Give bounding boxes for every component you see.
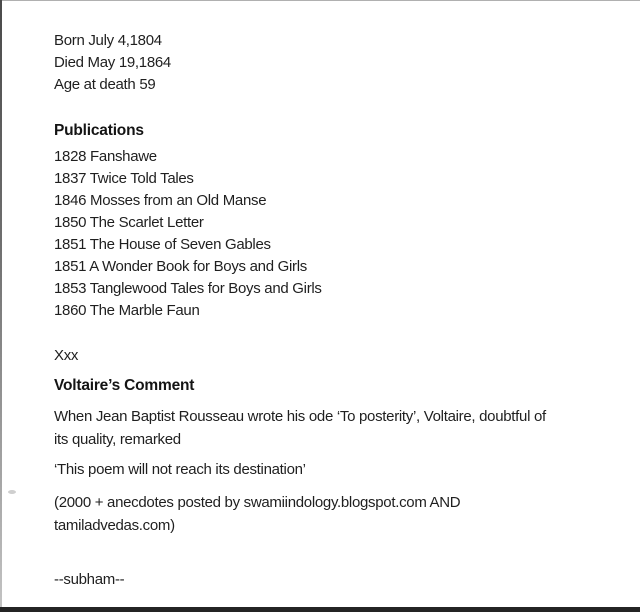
bio-line-born: Born July 4,1804 <box>54 32 162 49</box>
source-note-line: tamiladvedas.com) <box>54 517 175 534</box>
section-separator: Xxx <box>54 347 79 364</box>
publication-item: 1853 Tanglewood Tales for Boys and Girls <box>54 280 322 297</box>
comment-paragraph-line: its quality, remarked <box>54 431 181 448</box>
publication-item: 1828 Fanshawe <box>54 148 157 165</box>
publication-item: 1850 The Scarlet Letter <box>54 214 204 231</box>
comment-heading: Voltaire’s Comment <box>54 377 195 394</box>
publication-item: 1851 A Wonder Book for Boys and Girls <box>54 258 307 275</box>
scan-smudge <box>8 490 16 494</box>
publication-item: 1860 The Marble Faun <box>54 302 200 319</box>
publication-item: 1837 Twice Told Tales <box>54 170 194 187</box>
bio-line-died: Died May 19,1864 <box>54 54 171 71</box>
comment-paragraph-line: When Jean Baptist Rousseau wrote his ode ‘To posterity’, Voltaire, doubtful of <box>54 408 546 425</box>
scan-edge-top-line <box>0 0 640 1</box>
publication-item: 1851 The House of Seven Gables <box>54 236 271 253</box>
publications-heading: Publications <box>54 122 144 139</box>
bio-line-age: Age at death 59 <box>54 76 156 93</box>
scan-edge-bottom-bar <box>0 607 640 612</box>
scan-edge-left-line <box>0 0 2 612</box>
publication-item: 1846 Mosses from an Old Manse <box>54 192 267 209</box>
source-note-line: (2000 + anecdotes posted by swamiindology.blogspot.com AND <box>54 494 461 511</box>
closing-signature: --subham-- <box>54 571 125 588</box>
comment-quote: ‘This poem will not reach its destination’ <box>54 461 306 478</box>
